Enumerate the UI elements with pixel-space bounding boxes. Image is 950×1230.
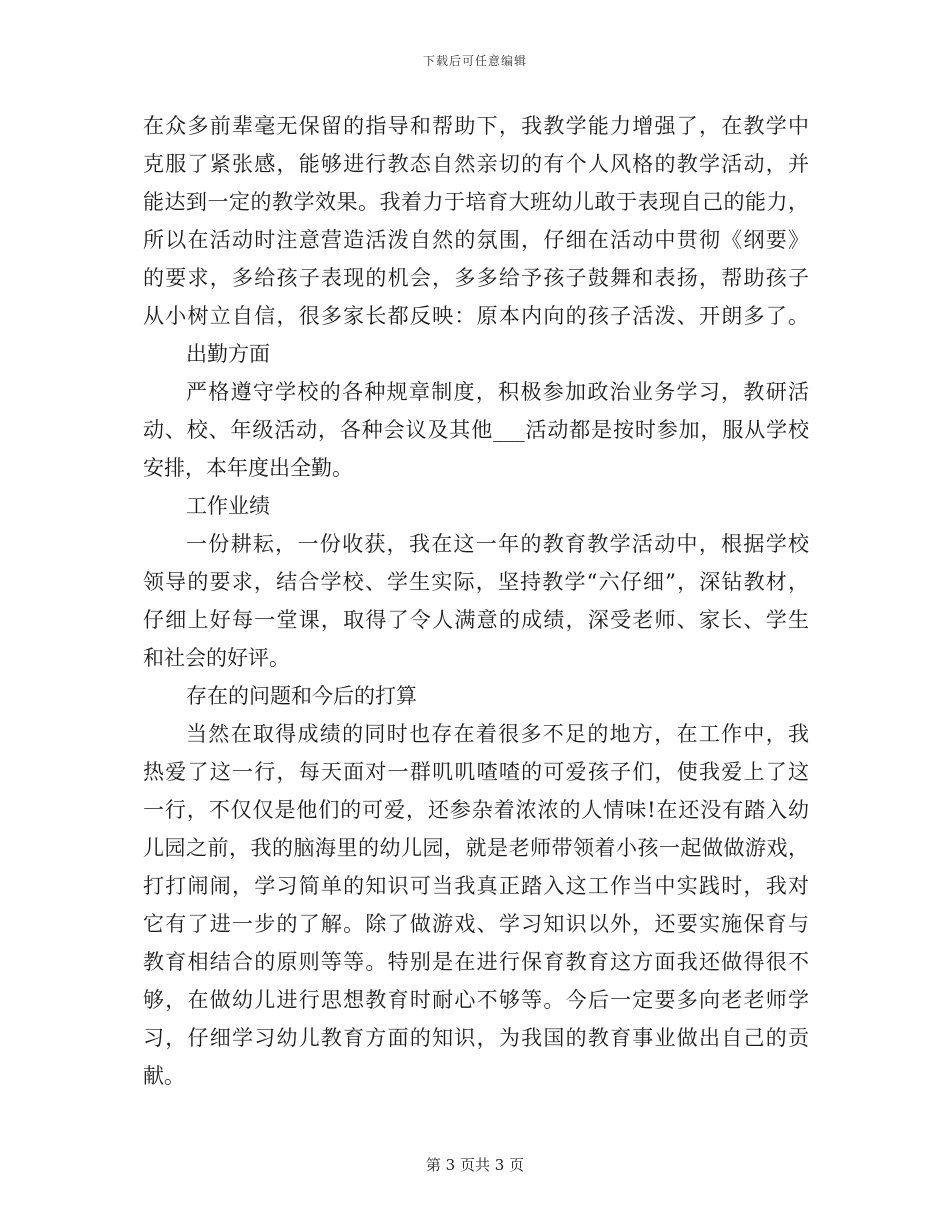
section-heading: 工作业绩 [186,494,270,518]
text-line: 严格遵守学校的各种规章制度，积极参加政治业务学习，教研活 [186,380,809,404]
text-line: 热爱了这一行，每天面对一群叽叽喳喳的可爱孩子们，使我爱上了这 [143,760,809,784]
text-line: 和社会的好评。 [143,646,290,670]
text-line: 教育相结合的原则等等。特别是在进行保育教育这方面我还做得很不 [143,950,809,974]
text-line: 能达到一定的教学效果。我着力于培育大班幼儿敢于表现自己的能力， [143,190,809,214]
text-line: 动、校、年级活动，各种会议及其他___活动都是按时参加，服从学校 [143,418,809,442]
page-footer: 第 3 页共 3 页 [425,1156,525,1174]
section-heading: 存在的问题和今后的打算 [186,684,417,708]
text-line: 当然在取得成绩的同时也存在着很多不足的地方，在工作中，我 [186,722,809,746]
text-line: 一行，不仅仅是他们的可爱，还参杂着浓浓的人情味!在还没有踏入幼 [143,798,809,822]
text-line: 习，仔细学习幼儿教育方面的知识，为我国的教育事业做出自己的贡 [143,1026,809,1050]
text-line: 从小树立自信，很多家长都反映：原本内向的孩子活泼、开朗多了。 [143,304,809,328]
text-line: 献。 [143,1064,185,1088]
section-heading: 出勤方面 [186,342,270,366]
text-line: 它有了进一步的了解。除了做游戏、学习知识以外，还要实施保育与 [143,912,809,936]
document-body [143,107,809,1095]
text-line: 仔细上好每一堂课，取得了令人满意的成绩，深受老师、家长、学生 [143,608,809,632]
text-line: 领导的要求，结合学校、学生实际，坚持教学“六仔细”，深钻教材， [143,570,809,594]
page-header: 下载后可任意编辑 [422,54,527,68]
text-line: 所以在活动时注意营造活泼自然的氛围，仔细在活动中贯彻《纲要》 [143,228,809,252]
text-line: 够，在做幼儿进行思想教育时耐心不够等。今后一定要多向老老师学 [143,988,809,1012]
text-line: 打打闹闹，学习简单的知识可当我真正踏入这工作当中实践时，我对 [143,874,809,898]
text-line: 一份耕耘，一份收获，我在这一年的教育教学活动中，根据学校 [186,532,809,556]
text-line: 的要求，多给孩子表现的机会，多多给予孩子鼓舞和表扬，帮助孩子 [143,266,809,290]
text-line: 安排，本年度出全勤。 [143,456,353,480]
text-line: 克服了紧张感，能够进行教态自然亲切的有个人风格的教学活动，并 [143,152,809,176]
text-line: 在众多前辈毫无保留的指导和帮助下，我教学能力增强了，在教学中 [143,114,809,138]
text-line: 儿园之前，我的脑海里的幼儿园，就是老师带领着小孩一起做做游戏， [143,836,809,860]
